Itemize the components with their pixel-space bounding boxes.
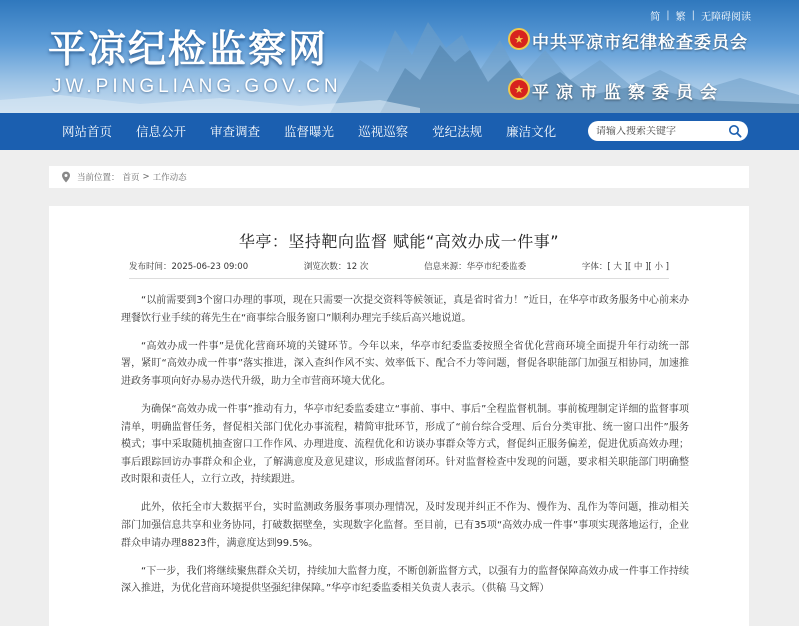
location-pin-icon — [61, 171, 71, 183]
publish-time — [129, 260, 248, 272]
org-name-supervisory-commission: 平凉市监察委员会 — [532, 83, 724, 103]
nav-item-integrity-culture[interactable]: 廉洁文化 — [506, 124, 557, 139]
info-source-value: 华亭市纪委监委 — [466, 262, 527, 272]
nav-item-regulations[interactable]: 党纪法规 — [432, 124, 483, 139]
breadcrumb-prefix: 当前位置： — [77, 173, 120, 183]
top-links — [650, 8, 751, 23]
site-domain: JW.PINGLIANG.GOV.CN — [52, 76, 342, 97]
accessible-reading-link[interactable]: 无障碍阅读 — [701, 12, 751, 23]
article-body — [121, 292, 689, 608]
font-size-medium-button[interactable]: [ 中 ] — [627, 262, 649, 272]
nav-item-exposure[interactable]: 监督曝光 — [284, 124, 335, 139]
nav-items — [50, 113, 568, 150]
publish-time-value: 2025-06-23 09:00 — [171, 262, 249, 272]
main-nav — [0, 113, 799, 150]
article-panel — [49, 206, 749, 626]
view-count — [304, 260, 369, 272]
breadcrumb-separator: > — [142, 172, 150, 182]
publish-time-label: 发布时间： — [129, 262, 172, 272]
divider: | — [691, 10, 695, 21]
info-source-label: 信息来源： — [424, 262, 467, 272]
traditional-chinese-link[interactable]: 繁 — [675, 12, 686, 23]
search-icon[interactable] — [728, 124, 742, 138]
site-title[interactable]: 平凉纪检监察网 — [48, 26, 329, 71]
breadcrumb-current-link[interactable]: 工作动态 — [152, 173, 187, 183]
font-size-small-button[interactable]: [ 小 ] — [648, 262, 669, 272]
org-name-party-commission: 中共平凉市纪律检查委员会 — [532, 33, 748, 53]
nav-item-home[interactable]: 网站首页 — [62, 124, 113, 139]
font-size-controls — [582, 260, 669, 272]
article-paragraph: 为确保“高效办成一件事”推动有力，华亭市纪委监委建立“事前、事中、事后”全程监督机制。事前梳理制定详细的监督事项清单，明确监督任务，督促相关部门优化办事流程，精简审批环节，形成了“前台综合受理、后台分类审批、统一窗口出件”服务模式；事中采取随机抽查窗口工作作风、办理进度、流程优化和访谈办事群众等方式，督促纠正服务偏差，促进优质高效办理；事后跟踪回访办事群众和企业，了解满意度及意见建议，形成监督闭环。针对监督检查中发现的问题，要求相关职能部门明确整改时限和责任人，立行立改，持续跟进。 — [121, 403, 689, 486]
font-size-label: 字体： — [581, 262, 608, 272]
nav-item-inspection-tour[interactable]: 巡视巡察 — [358, 124, 409, 139]
nav-item-info-disclosure[interactable]: 信息公开 — [136, 124, 187, 139]
font-size-large-button[interactable]: [ 大 ] — [607, 262, 628, 272]
breadcrumb-home-link[interactable]: 首页 — [122, 173, 140, 183]
article-paragraph: 此外，依托全市大数据平台，实时监测政务服务事项办理情况，及时发现并纠正不作为、慢作为、乱作为等问题，推动相关部门加强信息共享和业务协同，打破数据壁垒，实现数字化监督。至目前，已有35项“高效办成一件事”事项实现落地运行，企业群众申请办理8823件，满意度达到99.5%。 — [121, 502, 689, 549]
search-box — [588, 121, 748, 141]
article-title: 华亭：坚持靶向监督 赋能“高效办成一件事” — [238, 232, 560, 251]
view-count-label: 浏览次数： — [303, 262, 347, 272]
search-input[interactable] — [596, 126, 726, 137]
national-emblem-icon: ★ — [508, 78, 530, 100]
view-count-value: 12 次 — [346, 262, 369, 272]
article-paragraph: “以前需要到3个窗口办理的事项，现在只需要一次提交资料等候领证，真是省时省力！”近日，在华亭市政务服务中心前来办理餐饮行业手续的蒋先生在“商事综合服务窗口”顺利办理完手续后高兴地说道。 — [121, 295, 689, 324]
breadcrumb — [49, 166, 749, 188]
simplified-chinese-link[interactable]: 简 — [650, 12, 661, 23]
article-paragraph: “高效办成一件事”是优化营商环境的关键环节。今年以来，华亭市纪委监委按照全省优化营商环境全面提升年行动统一部署，紧盯“高效办成一件事”落实推进，深入查纠作风不实、效率低下、配合不力等问题，督促各职能部门加强互相协同，加速推进政务事项向好办易办迭代升级，助力全市营商环境大优化。 — [121, 340, 689, 387]
info-source — [424, 260, 526, 272]
article-meta — [129, 254, 669, 279]
divider: | — [666, 10, 670, 21]
party-emblem-icon: ★ — [508, 28, 530, 50]
article-paragraph: “下一步，我们将继续聚焦群众关切，持续加大监督力度，不断创新监督方式，以强有力的监督保障高效办成一件事工作持续深入推进，为优化营商环境提供坚强纪律保障。”华亭市纪委监委相关负责人表示。（供稿 马文辉） — [121, 565, 689, 595]
nav-item-investigation[interactable]: 审查调查 — [210, 124, 261, 139]
site-banner — [0, 0, 799, 113]
